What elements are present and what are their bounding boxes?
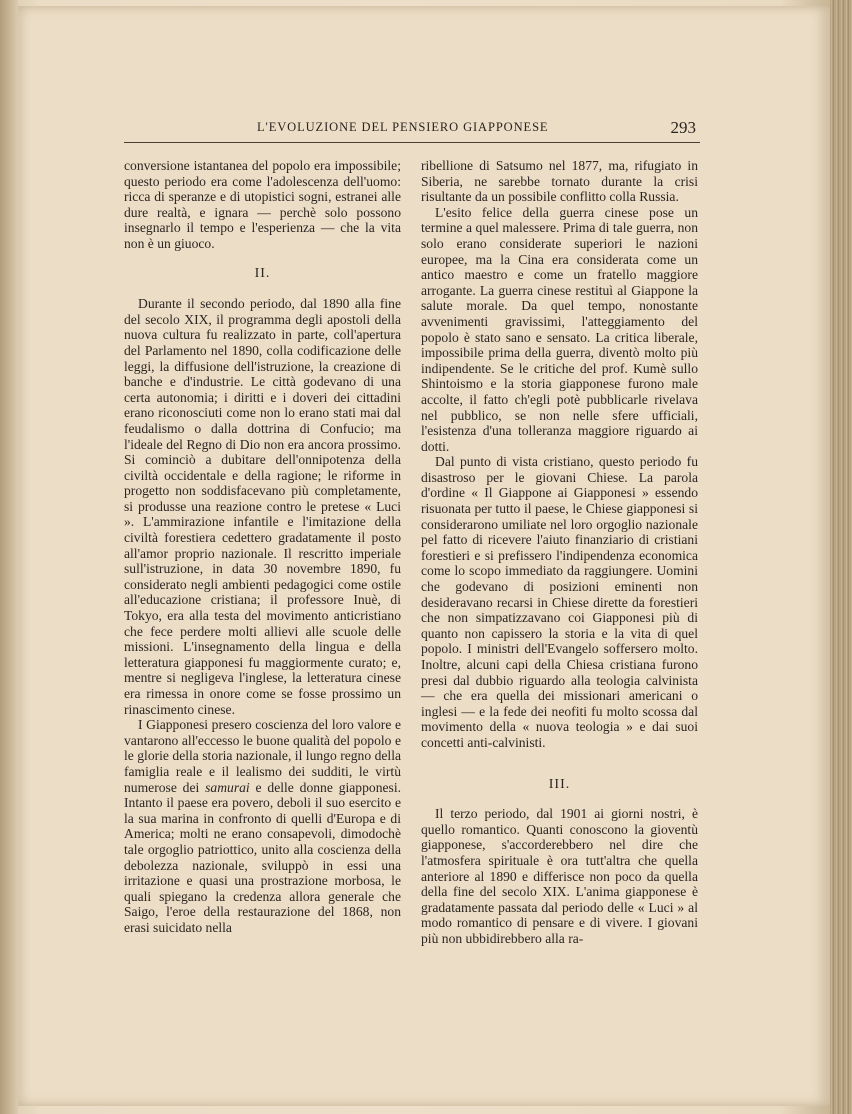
text-span: e delle donne giapponesi. Intanto il paese era povero, deboli il suo esercito e la sua marina in confronto di quelli d'Europa e di America; molti ne erano consapevoli, dimodochè tale orgoglio patriottico, unito alla coscienza della debolezza nazionale, sviluppò in essi una irritazione e quasi una prostrazione morbosa, le quali spiegano la credenza allora generale che Saigo, l'eroe della restaurazione del 1868, non erasi suicidato nella [124,779,401,935]
header-rule [124,142,700,143]
left-column [124,158,401,936]
paragraph: Durante il secondo periodo, dal 1890 alla fine del secolo XIX, il programma degli apostoli della nuova cultura fu realizzato in parte, coll'apertura del Parlamento nel 1890, colla codificazione delle leggi, la diffusione dell'istruzione, la creazione di banche e d'industrie. Le città godevano di una certa autonomia; i diritti e i doveri dei cittadini erano riconosciuti come non lo erano stati mai dal feudalismo o dalla dottrina di Confucio; ma l'ideale del Regno di Dio non era ancora prossimo. Si cominciò a dubitare dell'onnipotenza della civiltà occidentale e della ragione; le riforme in progetto non soddisfacevano più completamente, si produsse una reazione contro le pretese « Luci ». L'ammirazione infantile e l'imitazione della civiltà forestiera cedettero gradatamente il posto all'amor proprio nazionale. Il rescritto imperiale sull'istruzione, in data 30 novembre 1890, fu considerato negli ambienti pedagogici come ostile all'educazione cristiana; il professore Inuè, di Tokyo, era alla testa del movimento anticristiano che fece perdere molti allievi alle scuole delle missioni. L'insegnamento della lingua e della letteratura giapponesi fu maggiormente curato; e, mentre si negligeva l'inglese, la letteratura cinese era rimessa in onore come se fosse prossimo un rinascimento cinese. [124,296,401,717]
paragraph: L'esito felice della guerra cinese pose un termine a quel malessere. Prima di tale guerra, non solo erano considerate superiori le nazioni europee, ma la Cina era considerata come un antico maestro e come un fratello maggiore arrogante. La guerra cinese restituì al Giappone la salute morale. Da quel tempo, nonostante avvenimenti gravissimi, l'atteggiamento del popolo è stato sano e sensato. La critica liberale, impossibile prima della guerra, diventò molto più indipendente. Se le critiche del prof. Kumè sullo Shintoismo e la storia giapponese furono male accolte, il fatto ch'egli potè pubblicarle rivelava nel pubblico, se non nelle sfere ufficiali, l'esistenza d'una tolleranza maggiore riguardo ai dotti. [421,204,698,454]
paragraph: ribellione di Satsumo nel 1877, ma, rifugiato in Siberia, ne sarebbe tornato durante la crisi risultante da un possibile conflitto colla Russia. [421,158,698,205]
paragraph: Dal punto di vista cristiano, questo periodo fu disastroso per le giovani Chiese. La parola d'ordine « Il Giappone ai Giapponesi » essendo risuonata per tutto il paese, le Chiese giapponesi si considerarono umiliate nel loro orgoglio nazionale pel fatto di ricevere l'aiuto finanziario di cristiani forestieri e si prefissero l'indipendenza economica come lo scopo immediato da raggiungere. Uomini che godevano di posizioni eminenti non desideravano recarsi in Chiese dirette da forestieri che non simpatizzavano coi Giapponesi più di quanto non capissero la storia e la vita di quel popolo. I ministri dell'Evangelo soffersero molto. Inoltre, alcuni capi della Chiesa cristiana furono presi dal dubbio riguardo alla teologia calvinista — che era quella dei missionari americani o inglesi — e la fede dei neofiti fu molto scossa dal movimento della « nuova teologia » e dai suoi concetti anti-calvinisti. [421,454,698,750]
section-heading-ii: II. [254,265,271,281]
paragraph: Il terzo periodo, dal 1901 ai giorni nostri, è quello romantico. Quanti conoscono la gioventù giapponese, s'accorderebbero nel dire che l'atmosfera spirituale è ora tutt'altra che quella anteriore al 1890 e differisce non poco da quella della fine del secolo XIX. L'anima giapponese è gradatamente passata dal periodo delle « Luci » al modo romantico di pensare e di vivere. I giovani più non ubbidirebbero alla ra- [421,806,698,946]
page-header [124,118,700,140]
running-head: L'EVOLUZIONE DEL PENSIERO GIAPPONESE [257,120,549,134]
italic-term: samurai [205,779,250,795]
paragraph: conversione istantanea del popolo era impossibile; questo periodo era come l'adolescenza dell'uomo: ricca di speranze e di utopistici sogni, estranei alle dure realtà, e ignara — perchè solo possono insegnarlo il tempo e l'esperienza — che la vita non è un giuoco. [124,158,401,251]
text-span: I Giapponesi presero coscienza del loro valore e vantarono all'eccesso le buone qualità del popolo e le glorie della storia nazionale, il lungo regno della famiglia reale e il lealismo dei sudditi, le virtù numerose dei [124,717,401,795]
right-column [421,158,698,947]
left-page-edge [0,0,18,1114]
paragraph [124,717,401,935]
section-heading-iii: III. [548,776,571,792]
right-page-edge [830,0,852,1114]
page-number: 293 [670,118,696,137]
